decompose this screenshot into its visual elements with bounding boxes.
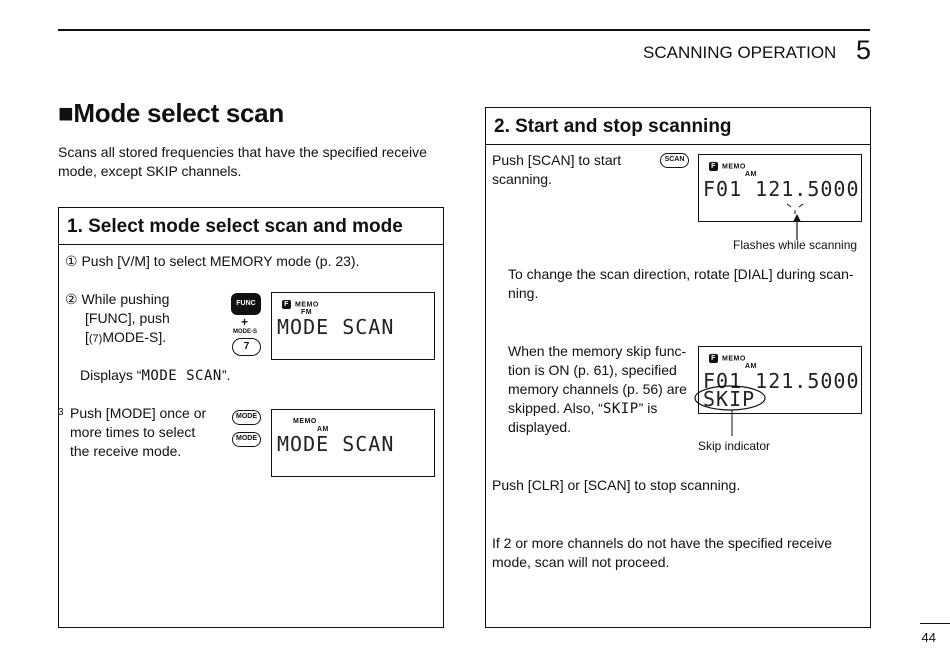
stop-text: Push [CLR] or [SCAN] to stop scanning.: [492, 477, 741, 493]
skip-line3: memory channels (p. 56) are: [508, 381, 687, 397]
direction-line1: To change the scan direction, rotate [DIAL] during scan-: [508, 266, 854, 282]
direction-line2: ning.: [508, 285, 539, 301]
skip-line4: skipped. Also, “SKIP” is: [508, 400, 658, 417]
step-2-line3: [(7)MODE-S].: [85, 329, 167, 345]
lcd-memo-label: MEMO: [722, 163, 746, 171]
skip-caption: Skip indicator: [698, 439, 771, 453]
lcd-mode-label: AM: [317, 426, 329, 433]
skip-line5: displayed.: [508, 419, 572, 435]
step-box-2-title: 2. Start and stop scanning: [486, 108, 870, 145]
lcd-text: F01 121.5000: [703, 177, 860, 201]
push-scan-line2: scanning.: [492, 171, 552, 187]
flash-arrow-icon: [781, 194, 821, 244]
step-box-1-title: 1. Select mode select scan and mode: [59, 208, 443, 245]
skip-line1: When the memory skip func-: [508, 343, 687, 359]
step-box-1: [58, 207, 444, 628]
step-box-2: [485, 107, 871, 628]
lcd-mode-label: FM: [301, 309, 313, 316]
plus-sign: +: [241, 315, 249, 329]
note-line2: mode, scan will not proceed.: [492, 554, 670, 570]
push-scan-line1: Push [SCAN] to start: [492, 152, 622, 168]
page-number: 44: [921, 630, 936, 645]
header-rule: [58, 29, 870, 31]
step-3-line1: Push [MODE] once or: [70, 405, 207, 421]
note-line1: If 2 or more channels do not have the specified receive: [492, 535, 833, 551]
chapter-title: SCANNING OPERATION: [643, 43, 837, 62]
lcd-mode-label: AM: [745, 363, 757, 370]
step-3-number: 3: [58, 407, 64, 418]
lcd-skip-text: SKIP: [703, 387, 756, 411]
lcd-memo-label: MEMO: [722, 355, 746, 363]
skip-line2: tion is ON (p. 61), specified: [508, 362, 677, 378]
section-intro: Scans all stored frequencies that have the specified receive mode, except SKIP channels.: [58, 144, 427, 179]
lcd-text: MODE SCAN: [277, 432, 395, 456]
f-indicator-icon: F: [282, 300, 291, 309]
footer-rule: [920, 623, 950, 624]
flashes-caption: Flashes while scanning: [733, 238, 858, 252]
skip-indicator-icon: [692, 384, 772, 444]
lcd-mode-label: AM: [745, 171, 757, 178]
lcd-memo-label: MEMO: [295, 301, 319, 309]
mode-key-icon: MODE: [232, 432, 261, 447]
step-3-line3: the receive mode.: [70, 443, 182, 459]
f-indicator-icon: F: [709, 162, 718, 171]
lcd-display-2: [271, 409, 435, 477]
lcd-memo-label: MEMO: [293, 418, 317, 425]
key-7-icon: 7: [232, 338, 261, 356]
step-3-line2: more times to select: [70, 424, 196, 440]
chapter-number: 5: [856, 35, 872, 65]
lcd-text: MODE SCAN: [277, 315, 395, 339]
mode-key-icon: MODE: [232, 410, 261, 425]
lcd-display-3: [698, 154, 862, 222]
func-key-icon: FUNC: [231, 293, 261, 315]
step-1-text: ① Push [V/M] to select MEMORY mode (p. 23).: [65, 253, 360, 269]
lcd-display-1: [271, 292, 435, 360]
step-2-line2: [FUNC], push: [85, 310, 170, 326]
step-2-line1: ② While pushing: [65, 291, 170, 307]
lcd-text: F01 121.5000: [703, 369, 860, 393]
scan-key-icon: SCAN: [660, 153, 689, 168]
f-indicator-icon: F: [709, 354, 718, 363]
displays-text: Displays “MODE SCAN”.: [80, 367, 231, 384]
mode-s-label: MODE-S: [233, 329, 257, 335]
section-title: ■Mode select scan: [58, 98, 284, 128]
